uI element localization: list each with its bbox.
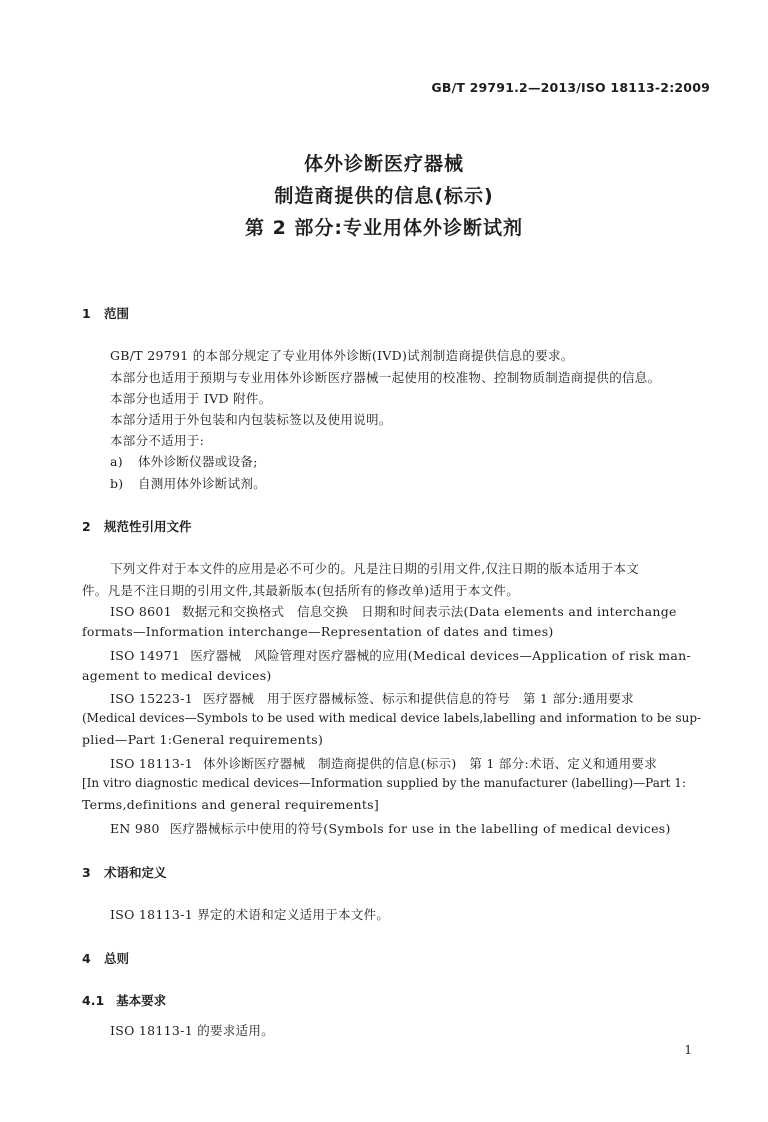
terms-paragraph: ISO 18113-1 界定的术语和定义适用于本文件。 <box>110 907 390 922</box>
subsection-number: 4.1 <box>82 993 105 1008</box>
reference-continuation: (Medical devices—Symbols to be used with medical device labels,labelling and information to be sup- <box>82 711 702 725</box>
list-marker: a) <box>110 454 123 469</box>
section-number: 4 <box>82 951 91 966</box>
reference-entry <box>110 646 691 664</box>
reference-code: ISO 14971 <box>110 648 181 663</box>
page-number: 1 <box>684 1043 692 1057</box>
reference-continuation: formats—Information interchange—Representation of dates and times) <box>82 624 554 639</box>
normative-intro-line-1: 下列文件对于本文件的应用是必不可少的。凡是注日期的引用文件,仅注日期的版本适用于本文 <box>110 561 640 576</box>
title-line-2: 制造商提供的信息(标示) <box>274 185 494 207</box>
list-item <box>110 474 266 492</box>
subsection-title: 基本要求 <box>116 993 167 1008</box>
normative-intro-line-2: 件。凡是不注日期的引用文件,其最新版本(包括所有的修改单)适用于本文件。 <box>82 583 520 598</box>
reference-continuation: [In vitro diagnostic medical devices—Information supplied by the manufacturer (labelling)—Part 1: <box>82 776 686 790</box>
reference-continuation: Terms,definitions and general requirements] <box>82 797 380 812</box>
reference-code: EN 980 <box>110 821 160 836</box>
list-text: 体外诊断仪器或设备; <box>138 454 258 469</box>
subsection-4-1-heading <box>82 991 166 1009</box>
section-number: 1 <box>82 306 91 321</box>
reference-text: 医疗器械标示中使用的符号(Symbols for use in the labelling of medical devices) <box>169 821 671 836</box>
reference-code: ISO 15223-1 <box>110 691 193 706</box>
reference-text: 医疗器械 风险管理对医疗器械的应用(Medical devices—Application of risk man- <box>190 648 692 663</box>
reference-continuation: agement to medical devices) <box>82 668 272 683</box>
section-1-heading <box>82 304 129 322</box>
reference-continuation: plied—Part 1:General requirements) <box>82 732 324 747</box>
reference-code: ISO 18113-1 <box>110 756 193 771</box>
list-marker: b) <box>110 476 124 491</box>
section-number: 2 <box>82 519 91 534</box>
scope-paragraph-1: GB/T 29791 的本部分规定了专业用体外诊断(IVD)试剂制造商提供信息的要求。 <box>110 348 574 363</box>
reference-entry <box>110 689 634 707</box>
reference-text: 体外诊断医疗器械 制造商提供的信息(标示) 第 1 部分:术语、定义和通用要求 <box>202 756 658 771</box>
scope-paragraph-2: 本部分也适用于预期与专业用体外诊断医疗器械一起使用的校准物、控制物质制造商提供的信息。 <box>110 370 661 385</box>
section-title: 规范性引用文件 <box>104 519 192 534</box>
list-item <box>110 452 258 470</box>
standard-code: GB/T 29791.2—2013/ISO 18113-2:2009 <box>431 80 710 95</box>
basic-requirements-paragraph: ISO 18113-1 的要求适用。 <box>110 1023 275 1038</box>
section-2-heading <box>82 517 192 535</box>
title-line-1: 体外诊断医疗器械 <box>303 153 464 175</box>
scope-paragraph-3: 本部分也适用于 IVD 附件。 <box>110 391 272 406</box>
scope-paragraph-5: 本部分不适用于: <box>110 433 205 448</box>
reference-code: ISO 8601 <box>110 604 172 619</box>
section-number: 3 <box>82 865 91 880</box>
section-3-heading <box>82 863 167 881</box>
section-title: 范围 <box>104 306 130 321</box>
scope-paragraph-4: 本部分适用于外包装和内包装标签以及使用说明。 <box>110 412 392 427</box>
title-line-3: 第 2 部分:专业用体外诊断试剂 <box>244 217 524 239</box>
section-title: 总则 <box>104 951 130 966</box>
reference-entry <box>110 754 657 772</box>
reference-text: 数据元和交换格式 信息交换 日期和时间表示法(Data elements and interchange <box>181 604 677 619</box>
list-text: 自测用体外诊断试剂。 <box>138 476 267 491</box>
reference-entry <box>110 819 671 837</box>
reference-text: 医疗器械 用于医疗器械标签、标示和提供信息的符号 第 1 部分:通用要求 <box>202 691 634 706</box>
section-title: 术语和定义 <box>104 865 167 880</box>
document-title <box>0 148 768 244</box>
section-4-heading <box>82 949 129 967</box>
reference-entry <box>110 602 677 620</box>
